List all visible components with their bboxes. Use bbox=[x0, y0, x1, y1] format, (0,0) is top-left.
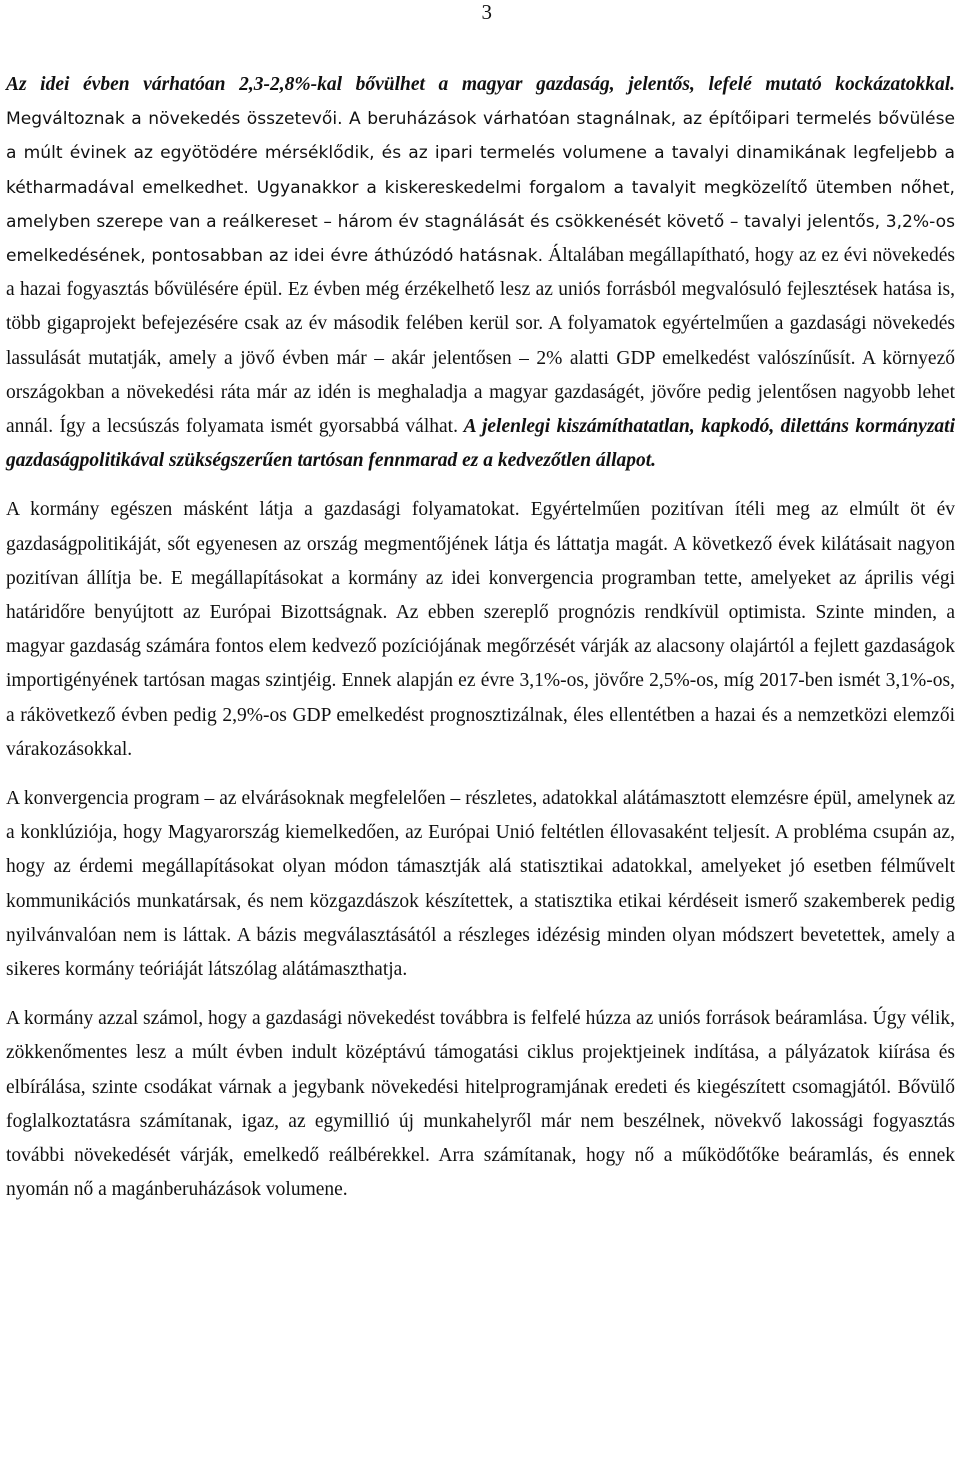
paragraph-outlook bbox=[6, 68, 955, 478]
paragraph-convergence-program-text: A konvergencia program – az elvárásoknak megfelelően – részletes, adatokkal alátámasztott elemzésre épül, amelynek az a konklúziója, hogy Magyarország kiemelkedően, az Európai Unió feltétlen éllovasaként teljesít. A probléma csupán az, hogy az érdemi megállapításokat olyan módon támasztják alá statisztikai adatokkal, amelyeket jó esetben félművelt kommunikációs munkatársak, és nem közgazdászok készítettek, a statisztika etikai kérdéseit ismerő szakemberek pedig nyilvánvalóan nem is láttak. A bázis megválasztásától a részleges idézésig minden olyan módszert bevetettek, amely a sikeres kormány teóriáját látszólag alátámaszthatja. bbox=[6, 788, 955, 981]
paragraph-outlook-conclusion: A jelenlegi kiszámíthatatlan, kapkodó, dilettáns kormányzati gazdaságpolitikával szükségszerűen tartósan fennmarad ez a kedvezőtlen állapot. bbox=[6, 416, 955, 472]
paragraph-outlook-components: Megváltoznak a növekedés összetevői. A beruházások várhatóan stagnálnak, az építőipari termelés bővülése a múlt évinek az egyötödére mérséklődik, és az ipari termelés volumene a tavalyi dinamikának legfeljebb a kétharmadával emelkedhet. Ugyanakkor a kiskereskedelmi forgalom a tavalyit megközelítő ütemben nőhet, amelyben szerepe van a reálkereset – három év stagnálását és csökkenését követő – tavalyi jelentős, 3,2%-os emelkedésének, pontosabban az idei évre áthúzódó hatásnak. bbox=[6, 109, 955, 267]
paragraph-convergence-program bbox=[6, 782, 955, 987]
page-number: 3 bbox=[481, 0, 492, 24]
paragraph-outlook-lead: Az idei évben várhatóan 2,3-2,8%-kal bővülhet a magyar gazdaság, jelentős, lefelé mutató kockázatokkal. bbox=[6, 74, 955, 95]
paragraph-growth-assumptions bbox=[6, 1002, 955, 1207]
paragraph-government-view-text: A kormány egészen másként látja a gazdasági folyamatokat. Egyértelműen pozitívan ítéli meg az elmúlt öt év gazdaságpolitikáját, sőt egyenesen az ország megmentőjének látja és láttatja magát. A következő évek kilátásait nagyon pozitívan állítja be. E megállapításokat a kormány az idei konvergencia programban tette, amelyeket az április végi határidőre benyújtott az Európai Bizottságnak. Az ebben szereplő prognózis rendkívül optimista. Szinte minden, a magyar gazdaság számára fontos elem kedvező pozíciójának megőrzését várják az alacsony olajártól a fejlett gazdaságok importigényének tartósan magas szintjéig. Ennek alapján ez évre 3,1%-os, jövőre 2,5%-os, míg 2017-ben ismét 3,1%-os, a rákövetkező évben pedig 2,9%-os GDP emelkedést prognosztizálnak, éles ellentétben a hazai és a nemzetközi elemzői várakozásokkal. bbox=[6, 499, 955, 760]
paragraph-growth-assumptions-text: A kormány azzal számol, hogy a gazdasági növekedést továbbra is felfelé húzza az uniós források beáramlása. Úgy vélik, zökkenőmentes lesz a múlt évben indult középtávú támogatási ciklus projektjeinek indítása, a pályázatok kiírása és elbírálása, szinte csodákat várnak a jegybank növekedési hitelprogramjának eredeti és kiegészített csomagjától. Bővülő foglalkoztatásra számítanak, igaz, az egymillió új munkahelyről már nem beszélnek, növekvő lakossági fogyasztás további növekedését várják, emelkedő reálbérekkel. Arra számítanak, hogy nő a működőtőke beáramlás, és ennek nyomán nő a magánberuházások volumene. bbox=[6, 1008, 955, 1201]
paragraph-outlook-body: Általában megállapítható, hogy az ez évi növekedés a hazai fogyasztás bővülésére épül. Ez évben még érzékelhető lesz az uniós forrásból megvalósuló fejlesztések hatása is, több gigaprojekt befejezésére csak az év második felében kerül sor. A folyamatok egyértelműen a gazdasági növekedés lassulását mutatják, amely a jövő évben már – akár jelentősen – 2% alatti GDP emelkedést valószínűsít. A környező országokban a növekedési ráta már az idén is meghaladja a magyar gazdaságét, jövőre pedig jelentősen nagyobb lehet annál. Így a lecsúszás folyamata ismét gyorsabbá válhat. bbox=[6, 245, 955, 438]
document-body bbox=[6, 68, 955, 1208]
paragraph-government-view bbox=[6, 493, 955, 767]
